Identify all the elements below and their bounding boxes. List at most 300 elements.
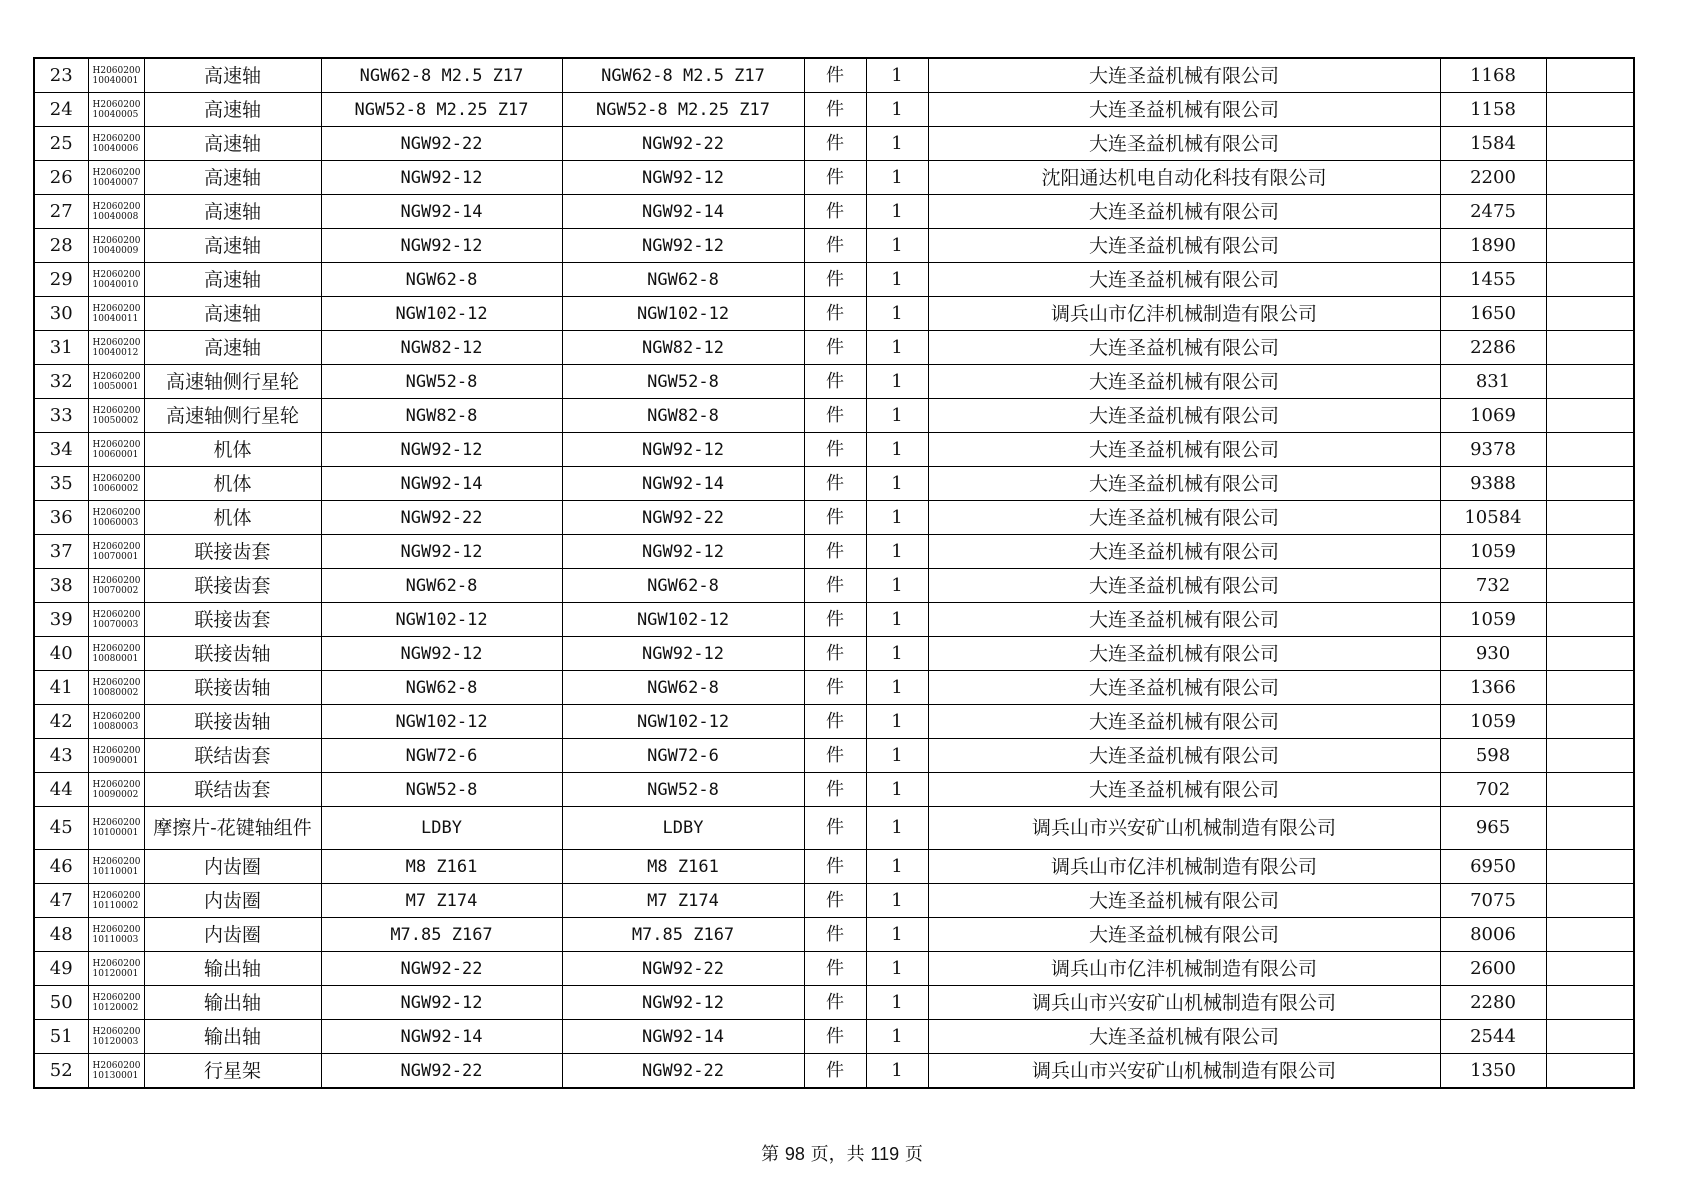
supplier-name-cell: 大连圣益机械有限公司 bbox=[928, 467, 1440, 501]
table-row bbox=[34, 986, 1634, 1020]
unit-cell: 件 bbox=[804, 195, 866, 229]
material-code-cell bbox=[88, 195, 144, 229]
specification-cell: NGW92-12 bbox=[321, 433, 562, 467]
unit-price-cell: 965 bbox=[1440, 807, 1546, 850]
specification-cell: NGW92-22 bbox=[321, 1054, 562, 1089]
row-number-cell: 46 bbox=[34, 850, 88, 884]
material-code-prefix: H2060200 bbox=[92, 958, 141, 969]
material-code-suffix: 10040005 bbox=[92, 109, 139, 120]
specification-cell: NGW92-22 bbox=[321, 127, 562, 161]
model-number-cell: NGW92-12 bbox=[562, 637, 804, 671]
material-code-suffix: 10040010 bbox=[92, 279, 139, 290]
specification-cell: M8 Z161 bbox=[321, 850, 562, 884]
part-name-cell: 内齿圈 bbox=[144, 918, 321, 952]
quantity-cell: 1 bbox=[866, 195, 928, 229]
remark-cell bbox=[1546, 986, 1634, 1020]
part-name-cell: 机体 bbox=[144, 467, 321, 501]
model-number-cell: NGW82-12 bbox=[562, 331, 804, 365]
quantity-cell: 1 bbox=[866, 58, 928, 93]
supplier-name-cell: 大连圣益机械有限公司 bbox=[928, 399, 1440, 433]
row-number-cell: 48 bbox=[34, 918, 88, 952]
quantity-cell: 1 bbox=[866, 850, 928, 884]
material-code-cell bbox=[88, 807, 144, 850]
remark-cell bbox=[1546, 93, 1634, 127]
remark-cell bbox=[1546, 918, 1634, 952]
part-name-cell: 联接齿轴 bbox=[144, 705, 321, 739]
model-number-cell: M8 Z161 bbox=[562, 850, 804, 884]
unit-price-cell: 1059 bbox=[1440, 603, 1546, 637]
model-number-cell: NGW92-12 bbox=[562, 229, 804, 263]
quantity-cell: 1 bbox=[866, 807, 928, 850]
material-code-cell bbox=[88, 884, 144, 918]
supplier-name-cell: 大连圣益机械有限公司 bbox=[928, 569, 1440, 603]
material-code-cell bbox=[88, 671, 144, 705]
remark-cell bbox=[1546, 884, 1634, 918]
unit-cell: 件 bbox=[804, 1020, 866, 1054]
material-code-prefix: H2060200 bbox=[92, 677, 141, 688]
remark-cell bbox=[1546, 739, 1634, 773]
remark-cell bbox=[1546, 603, 1634, 637]
material-code-prefix: H2060200 bbox=[92, 405, 141, 416]
row-number-cell: 37 bbox=[34, 535, 88, 569]
unit-price-cell: 2286 bbox=[1440, 331, 1546, 365]
table-row bbox=[34, 365, 1634, 399]
model-number-cell: NGW92-22 bbox=[562, 952, 804, 986]
unit-price-cell: 598 bbox=[1440, 739, 1546, 773]
supplier-name-cell: 调兵山市兴安矿山机械制造有限公司 bbox=[928, 807, 1440, 850]
material-code-cell bbox=[88, 986, 144, 1020]
material-code-prefix: H2060200 bbox=[92, 201, 141, 212]
part-name-cell: 联结齿套 bbox=[144, 739, 321, 773]
quantity-cell: 1 bbox=[866, 773, 928, 807]
unit-cell: 件 bbox=[804, 93, 866, 127]
remark-cell bbox=[1546, 705, 1634, 739]
material-code-suffix: 10040007 bbox=[92, 177, 139, 188]
model-number-cell: NGW52-8 bbox=[562, 365, 804, 399]
row-number-cell: 44 bbox=[34, 773, 88, 807]
unit-price-cell: 8006 bbox=[1440, 918, 1546, 952]
quantity-cell: 1 bbox=[866, 297, 928, 331]
page-footer bbox=[0, 1140, 1684, 1166]
footer-prefix: 第 bbox=[761, 1144, 785, 1165]
material-code-prefix: H2060200 bbox=[92, 711, 141, 722]
part-name-cell: 联结齿套 bbox=[144, 773, 321, 807]
quantity-cell: 1 bbox=[866, 705, 928, 739]
table-row bbox=[34, 952, 1634, 986]
material-code-cell bbox=[88, 1054, 144, 1089]
row-number-cell: 27 bbox=[34, 195, 88, 229]
material-code-cell bbox=[88, 501, 144, 535]
quantity-cell: 1 bbox=[866, 535, 928, 569]
part-name-cell: 输出轴 bbox=[144, 986, 321, 1020]
part-name-cell: 高速轴侧行星轮 bbox=[144, 399, 321, 433]
current-page-number: 98 bbox=[784, 1144, 805, 1164]
supplier-name-cell: 大连圣益机械有限公司 bbox=[928, 884, 1440, 918]
part-name-cell: 机体 bbox=[144, 433, 321, 467]
specification-cell: NGW82-12 bbox=[321, 331, 562, 365]
row-number-cell: 39 bbox=[34, 603, 88, 637]
part-name-cell: 高速轴 bbox=[144, 93, 321, 127]
material-code-suffix: 10060001 bbox=[92, 449, 139, 460]
unit-price-cell: 1584 bbox=[1440, 127, 1546, 161]
unit-cell: 件 bbox=[804, 263, 866, 297]
supplier-name-cell: 大连圣益机械有限公司 bbox=[928, 433, 1440, 467]
material-code-suffix: 10120001 bbox=[92, 968, 139, 979]
material-code-suffix: 10120002 bbox=[92, 1002, 139, 1013]
material-code-suffix: 10080003 bbox=[92, 721, 139, 732]
row-number-cell: 43 bbox=[34, 739, 88, 773]
part-name-cell: 输出轴 bbox=[144, 1020, 321, 1054]
quantity-cell: 1 bbox=[866, 1020, 928, 1054]
material-code-cell bbox=[88, 399, 144, 433]
unit-price-cell: 1350 bbox=[1440, 1054, 1546, 1089]
remark-cell bbox=[1546, 637, 1634, 671]
table-row bbox=[34, 161, 1634, 195]
row-number-cell: 23 bbox=[34, 58, 88, 93]
material-code-suffix: 10070002 bbox=[92, 585, 139, 596]
quantity-cell: 1 bbox=[866, 399, 928, 433]
part-name-cell: 摩擦片-花键轴组件 bbox=[144, 807, 321, 850]
supplier-name-cell: 大连圣益机械有限公司 bbox=[928, 535, 1440, 569]
model-number-cell: NGW62-8 bbox=[562, 569, 804, 603]
supplier-name-cell: 大连圣益机械有限公司 bbox=[928, 918, 1440, 952]
remark-cell bbox=[1546, 535, 1634, 569]
specification-cell: NGW62-8 M2.5 Z17 bbox=[321, 58, 562, 93]
material-code-cell bbox=[88, 535, 144, 569]
material-code-prefix: H2060200 bbox=[92, 992, 141, 1003]
unit-price-cell: 2544 bbox=[1440, 1020, 1546, 1054]
material-code-cell bbox=[88, 433, 144, 467]
model-number-cell: NGW102-12 bbox=[562, 705, 804, 739]
specification-cell: M7 Z174 bbox=[321, 884, 562, 918]
material-code-cell bbox=[88, 297, 144, 331]
row-number-cell: 31 bbox=[34, 331, 88, 365]
material-code-cell bbox=[88, 365, 144, 399]
table-row bbox=[34, 433, 1634, 467]
unit-price-cell: 1168 bbox=[1440, 58, 1546, 93]
remark-cell bbox=[1546, 127, 1634, 161]
quantity-cell: 1 bbox=[866, 263, 928, 297]
row-number-cell: 50 bbox=[34, 986, 88, 1020]
material-code-cell bbox=[88, 58, 144, 93]
material-code-suffix: 10070001 bbox=[92, 551, 139, 562]
supplier-name-cell: 大连圣益机械有限公司 bbox=[928, 705, 1440, 739]
material-code-suffix: 10050002 bbox=[92, 415, 139, 426]
row-number-cell: 30 bbox=[34, 297, 88, 331]
quantity-cell: 1 bbox=[866, 433, 928, 467]
model-number-cell: NGW62-8 bbox=[562, 263, 804, 297]
part-name-cell: 高速轴 bbox=[144, 58, 321, 93]
material-code-cell bbox=[88, 773, 144, 807]
unit-price-cell: 1455 bbox=[1440, 263, 1546, 297]
quantity-cell: 1 bbox=[866, 501, 928, 535]
supplier-name-cell: 大连圣益机械有限公司 bbox=[928, 1020, 1440, 1054]
material-code-suffix: 10120003 bbox=[92, 1036, 139, 1047]
table-row bbox=[34, 773, 1634, 807]
material-code-prefix: H2060200 bbox=[92, 779, 141, 790]
unit-price-cell: 1158 bbox=[1440, 93, 1546, 127]
material-code-suffix: 10040011 bbox=[92, 313, 139, 324]
row-number-cell: 35 bbox=[34, 467, 88, 501]
unit-cell: 件 bbox=[804, 918, 866, 952]
table-row bbox=[34, 535, 1634, 569]
footer-middle: 页，共 bbox=[804, 1144, 871, 1165]
row-number-cell: 38 bbox=[34, 569, 88, 603]
model-number-cell: NGW102-12 bbox=[562, 297, 804, 331]
table-row bbox=[34, 229, 1634, 263]
remark-cell bbox=[1546, 467, 1634, 501]
unit-cell: 件 bbox=[804, 399, 866, 433]
supplier-name-cell: 调兵山市亿沣机械制造有限公司 bbox=[928, 952, 1440, 986]
quantity-cell: 1 bbox=[866, 986, 928, 1020]
material-code-prefix: H2060200 bbox=[92, 1026, 141, 1037]
model-number-cell: NGW92-14 bbox=[562, 1020, 804, 1054]
model-number-cell: M7 Z174 bbox=[562, 884, 804, 918]
material-code-cell bbox=[88, 467, 144, 501]
unit-price-cell: 1069 bbox=[1440, 399, 1546, 433]
unit-cell: 件 bbox=[804, 501, 866, 535]
supplier-name-cell: 大连圣益机械有限公司 bbox=[928, 331, 1440, 365]
specification-cell: NGW62-8 bbox=[321, 263, 562, 297]
unit-cell: 件 bbox=[804, 297, 866, 331]
part-name-cell: 行星架 bbox=[144, 1054, 321, 1089]
specification-cell: NGW102-12 bbox=[321, 705, 562, 739]
row-number-cell: 45 bbox=[34, 807, 88, 850]
material-code-cell bbox=[88, 850, 144, 884]
remark-cell bbox=[1546, 365, 1634, 399]
model-number-cell: M7.85 Z167 bbox=[562, 918, 804, 952]
quantity-cell: 1 bbox=[866, 637, 928, 671]
table-row bbox=[34, 705, 1634, 739]
table-row bbox=[34, 807, 1634, 850]
unit-price-cell: 2600 bbox=[1440, 952, 1546, 986]
material-code-prefix: H2060200 bbox=[92, 643, 141, 654]
material-code-suffix: 10070003 bbox=[92, 619, 139, 630]
material-code-cell bbox=[88, 263, 144, 297]
table-row bbox=[34, 501, 1634, 535]
supplier-name-cell: 调兵山市兴安矿山机械制造有限公司 bbox=[928, 986, 1440, 1020]
material-code-cell bbox=[88, 127, 144, 161]
unit-cell: 件 bbox=[804, 365, 866, 399]
part-name-cell: 高速轴 bbox=[144, 229, 321, 263]
material-code-cell bbox=[88, 705, 144, 739]
part-name-cell: 高速轴 bbox=[144, 161, 321, 195]
material-code-cell bbox=[88, 1020, 144, 1054]
unit-cell: 件 bbox=[804, 952, 866, 986]
table-row bbox=[34, 58, 1634, 93]
material-code-suffix: 10040001 bbox=[92, 75, 139, 86]
quantity-cell: 1 bbox=[866, 603, 928, 637]
quantity-cell: 1 bbox=[866, 884, 928, 918]
row-number-cell: 51 bbox=[34, 1020, 88, 1054]
unit-cell: 件 bbox=[804, 1054, 866, 1089]
unit-cell: 件 bbox=[804, 229, 866, 263]
part-name-cell: 联接齿套 bbox=[144, 535, 321, 569]
model-number-cell: NGW62-8 M2.5 Z17 bbox=[562, 58, 804, 93]
part-name-cell: 高速轴 bbox=[144, 263, 321, 297]
unit-price-cell: 2475 bbox=[1440, 195, 1546, 229]
remark-cell bbox=[1546, 773, 1634, 807]
table-row bbox=[34, 637, 1634, 671]
remark-cell bbox=[1546, 501, 1634, 535]
model-number-cell: NGW92-14 bbox=[562, 467, 804, 501]
material-code-suffix: 10040012 bbox=[92, 347, 139, 358]
remark-cell bbox=[1546, 671, 1634, 705]
material-code-prefix: H2060200 bbox=[92, 303, 141, 314]
row-number-cell: 47 bbox=[34, 884, 88, 918]
material-code-suffix: 10090002 bbox=[92, 789, 139, 800]
unit-cell: 件 bbox=[804, 773, 866, 807]
material-code-prefix: H2060200 bbox=[92, 890, 141, 901]
material-code-suffix: 10060003 bbox=[92, 517, 139, 528]
specification-cell: NGW92-22 bbox=[321, 952, 562, 986]
remark-cell bbox=[1546, 195, 1634, 229]
unit-price-cell: 702 bbox=[1440, 773, 1546, 807]
unit-price-cell: 1650 bbox=[1440, 297, 1546, 331]
table-body bbox=[34, 58, 1634, 1088]
table-row bbox=[34, 884, 1634, 918]
model-number-cell: NGW102-12 bbox=[562, 603, 804, 637]
supplier-name-cell: 大连圣益机械有限公司 bbox=[928, 739, 1440, 773]
quantity-cell: 1 bbox=[866, 1054, 928, 1089]
part-name-cell: 联接齿套 bbox=[144, 603, 321, 637]
material-code-cell bbox=[88, 918, 144, 952]
specification-cell: M7.85 Z167 bbox=[321, 918, 562, 952]
remark-cell bbox=[1546, 850, 1634, 884]
quantity-cell: 1 bbox=[866, 365, 928, 399]
supplier-name-cell: 大连圣益机械有限公司 bbox=[928, 773, 1440, 807]
supplier-name-cell: 大连圣益机械有限公司 bbox=[928, 365, 1440, 399]
specification-cell: NGW52-8 bbox=[321, 773, 562, 807]
quantity-cell: 1 bbox=[866, 569, 928, 603]
material-code-suffix: 10100001 bbox=[92, 828, 139, 838]
unit-cell: 件 bbox=[804, 807, 866, 850]
material-code-prefix: H2060200 bbox=[92, 235, 141, 246]
table-row bbox=[34, 399, 1634, 433]
total-page-count: 119 bbox=[870, 1144, 900, 1164]
specification-cell: NGW92-12 bbox=[321, 229, 562, 263]
unit-cell: 件 bbox=[804, 705, 866, 739]
material-code-prefix: H2060200 bbox=[92, 609, 141, 620]
quantity-cell: 1 bbox=[866, 229, 928, 263]
supplier-name-cell: 调兵山市亿沣机械制造有限公司 bbox=[928, 297, 1440, 331]
remark-cell bbox=[1546, 399, 1634, 433]
row-number-cell: 26 bbox=[34, 161, 88, 195]
unit-price-cell: 930 bbox=[1440, 637, 1546, 671]
part-name-cell: 机体 bbox=[144, 501, 321, 535]
table-row bbox=[34, 467, 1634, 501]
unit-price-cell: 831 bbox=[1440, 365, 1546, 399]
supplier-name-cell: 大连圣益机械有限公司 bbox=[928, 263, 1440, 297]
unit-price-cell: 732 bbox=[1440, 569, 1546, 603]
material-code-cell bbox=[88, 569, 144, 603]
part-name-cell: 内齿圈 bbox=[144, 850, 321, 884]
material-code-prefix: H2060200 bbox=[92, 541, 141, 552]
unit-price-cell: 1059 bbox=[1440, 705, 1546, 739]
remark-cell bbox=[1546, 433, 1634, 467]
row-number-cell: 24 bbox=[34, 93, 88, 127]
material-code-prefix: H2060200 bbox=[92, 337, 141, 348]
unit-cell: 件 bbox=[804, 127, 866, 161]
supplier-name-cell: 大连圣益机械有限公司 bbox=[928, 195, 1440, 229]
table-row bbox=[34, 671, 1634, 705]
supplier-name-cell: 调兵山市亿沣机械制造有限公司 bbox=[928, 850, 1440, 884]
part-name-cell: 联接齿轴 bbox=[144, 671, 321, 705]
material-code-prefix: H2060200 bbox=[92, 167, 141, 178]
material-code-prefix: H2060200 bbox=[92, 133, 141, 144]
part-name-cell: 高速轴 bbox=[144, 297, 321, 331]
remark-cell bbox=[1546, 161, 1634, 195]
table-row bbox=[34, 127, 1634, 161]
table-row bbox=[34, 918, 1634, 952]
part-name-cell: 高速轴 bbox=[144, 127, 321, 161]
part-name-cell: 联接齿轴 bbox=[144, 637, 321, 671]
unit-price-cell: 9378 bbox=[1440, 433, 1546, 467]
model-number-cell: NGW92-12 bbox=[562, 535, 804, 569]
material-code-suffix: 10080001 bbox=[92, 653, 139, 664]
remark-cell bbox=[1546, 263, 1634, 297]
unit-cell: 件 bbox=[804, 467, 866, 501]
unit-cell: 件 bbox=[804, 331, 866, 365]
material-code-suffix: 10040008 bbox=[92, 211, 139, 222]
supplier-name-cell: 大连圣益机械有限公司 bbox=[928, 58, 1440, 93]
quantity-cell: 1 bbox=[866, 671, 928, 705]
specification-cell: NGW92-12 bbox=[321, 986, 562, 1020]
specification-cell: NGW92-12 bbox=[321, 161, 562, 195]
remark-cell bbox=[1546, 331, 1634, 365]
unit-cell: 件 bbox=[804, 535, 866, 569]
material-code-suffix: 10110003 bbox=[92, 934, 139, 945]
unit-price-cell: 2200 bbox=[1440, 161, 1546, 195]
unit-cell: 件 bbox=[804, 884, 866, 918]
model-number-cell: NGW52-8 bbox=[562, 773, 804, 807]
specification-cell: NGW52-8 M2.25 Z17 bbox=[321, 93, 562, 127]
material-code-prefix: H2060200 bbox=[92, 473, 141, 484]
supplier-name-cell: 大连圣益机械有限公司 bbox=[928, 603, 1440, 637]
model-number-cell: NGW92-22 bbox=[562, 127, 804, 161]
material-code-suffix: 10050001 bbox=[92, 381, 139, 392]
quantity-cell: 1 bbox=[866, 93, 928, 127]
material-code-prefix: H2060200 bbox=[92, 507, 141, 518]
table-row bbox=[34, 263, 1634, 297]
part-name-cell: 高速轴侧行星轮 bbox=[144, 365, 321, 399]
remark-cell bbox=[1546, 1020, 1634, 1054]
unit-price-cell: 2280 bbox=[1440, 986, 1546, 1020]
row-number-cell: 41 bbox=[34, 671, 88, 705]
parts-price-table bbox=[33, 57, 1635, 1089]
part-name-cell: 高速轴 bbox=[144, 331, 321, 365]
model-number-cell: NGW62-8 bbox=[562, 671, 804, 705]
table-row bbox=[34, 739, 1634, 773]
specification-cell: NGW92-12 bbox=[321, 637, 562, 671]
unit-cell: 件 bbox=[804, 739, 866, 773]
row-number-cell: 42 bbox=[34, 705, 88, 739]
table-row bbox=[34, 1020, 1634, 1054]
material-code-cell bbox=[88, 229, 144, 263]
quantity-cell: 1 bbox=[866, 331, 928, 365]
specification-cell: NGW92-22 bbox=[321, 501, 562, 535]
model-number-cell: NGW52-8 M2.25 Z17 bbox=[562, 93, 804, 127]
material-code-suffix: 10110001 bbox=[92, 866, 139, 877]
model-number-cell: NGW92-22 bbox=[562, 501, 804, 535]
model-number-cell: LDBY bbox=[562, 807, 804, 850]
unit-cell: 件 bbox=[804, 637, 866, 671]
material-code-prefix: H2060200 bbox=[92, 856, 141, 867]
quantity-cell: 1 bbox=[866, 952, 928, 986]
supplier-name-cell: 大连圣益机械有限公司 bbox=[928, 127, 1440, 161]
remark-cell bbox=[1546, 1054, 1634, 1089]
unit-cell: 件 bbox=[804, 603, 866, 637]
